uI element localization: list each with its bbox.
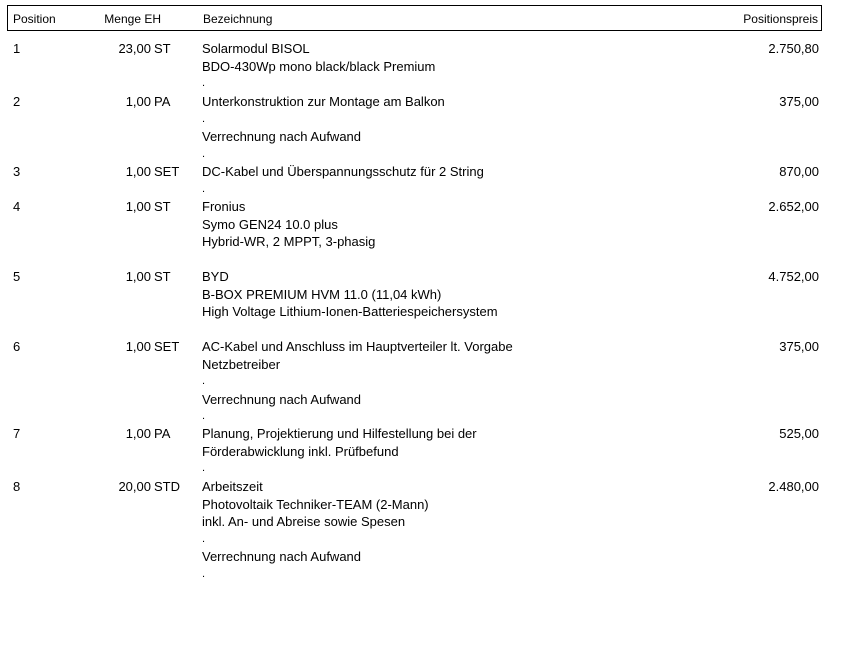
row-description (202, 268, 722, 321)
row-unit: STD (154, 479, 180, 494)
row-price: 525,00 (779, 426, 819, 441)
description-line: B-BOX PREMIUM HVM 11.0 (11,04 kWh) (202, 286, 442, 302)
description-line: . (202, 410, 206, 422)
description-line: Photovoltaik Techniker-TEAM (2-Mann) (202, 496, 429, 512)
row-position: 3 (13, 164, 21, 179)
row-price: 4.752,00 (768, 269, 819, 284)
row-qty-value: 23,00 (118, 41, 151, 56)
row-unit: ST (154, 269, 171, 284)
row-position: 1 (13, 41, 21, 56)
description-line: Netzbetreiber (202, 356, 281, 372)
row-quantity (126, 425, 184, 443)
description-line: . (202, 112, 206, 125)
row-unit: SET (154, 164, 180, 179)
description-line: Verrechnung nach Aufwand (202, 391, 362, 407)
row-qty-value: 20,00 (118, 479, 151, 494)
row-qty-value: 1,00 (125, 339, 151, 354)
description-line: Planung, Projektierung und Hilfestellung bei der (202, 426, 477, 441)
description-line: . (202, 532, 206, 545)
row-description (202, 93, 722, 163)
description-line: Verrechnung nach Aufwand (202, 129, 362, 144)
row-price: 2.480,00 (768, 479, 819, 494)
row-price: 870,00 (779, 164, 819, 179)
row-description (202, 425, 722, 478)
row-position: 5 (13, 269, 21, 284)
description-line: inkl. An- und Abreise sowie Spesen (202, 514, 406, 529)
row-qty-value: 1,00 (125, 269, 151, 284)
description-line: DC-Kabel und Überspannungsschutz für 2 String (202, 164, 484, 179)
row-description (202, 338, 722, 426)
description-line: . (202, 375, 206, 387)
description-line: BYD (202, 269, 229, 284)
description-line: Arbeitszeit (202, 479, 263, 494)
row-position: 4 (13, 199, 21, 214)
row-quantity (126, 198, 184, 216)
description-line: Unterkonstruktion zur Montage am Balkon (202, 94, 445, 109)
row-position: 7 (13, 426, 21, 441)
row-qty-value: 1,00 (125, 164, 151, 179)
row-price: 2.750,80 (768, 41, 819, 56)
description-line: Förderabwicklung inkl. Prüfbefund (202, 443, 399, 459)
row-position: 8 (13, 479, 21, 494)
row-unit: SET (154, 339, 180, 354)
description-line: Fronius (202, 199, 246, 214)
row-price: 375,00 (779, 94, 819, 109)
description-line: . (202, 567, 206, 580)
description-line: Hybrid-WR, 2 MPPT, 3-phasig (202, 234, 376, 249)
row-quantity (126, 268, 184, 286)
row-unit: PA (154, 94, 171, 109)
description-line: High Voltage Lithium-Ionen-Batteriespeichersystem (202, 304, 498, 319)
description-line: Symo GEN24 10.0 plus (202, 216, 338, 232)
description-line: . (202, 182, 206, 195)
row-unit: PA (154, 426, 171, 441)
header-position: Position (13, 12, 56, 26)
row-unit: ST (154, 41, 171, 56)
description-line: . (202, 147, 206, 160)
row-unit: ST (154, 199, 171, 214)
description-line: . (202, 77, 206, 89)
row-description (202, 163, 722, 198)
header-bezeichnung: Bezeichnung (203, 12, 273, 26)
row-qty-value: 1,00 (125, 199, 151, 214)
row-quantity (118, 40, 184, 58)
row-quantity (126, 93, 184, 111)
row-position: 6 (13, 339, 21, 354)
row-quantity (118, 478, 184, 496)
row-qty-value: 1,00 (125, 94, 151, 109)
row-description (202, 40, 722, 93)
row-qty-value: 1,00 (125, 426, 151, 441)
description-line: Verrechnung nach Aufwand (202, 549, 362, 564)
row-price: 2.652,00 (768, 199, 819, 214)
description-line: AC-Kabel und Anschluss im Hauptverteiler lt. Vorgabe (202, 339, 513, 354)
row-description (202, 198, 722, 251)
header-menge-eh: Menge EH (104, 12, 161, 26)
row-position: 2 (13, 94, 21, 109)
description-line: BDO-430Wp mono black/black Premium (202, 58, 436, 74)
row-quantity (126, 338, 184, 356)
description-line: . (202, 462, 206, 474)
header-positionspreis: Positionspreis (743, 12, 818, 26)
table-header (7, 5, 822, 31)
row-quantity (126, 163, 184, 181)
description-line: Solarmodul BISOL (202, 41, 310, 56)
row-description (202, 478, 722, 583)
row-price: 375,00 (779, 339, 819, 354)
